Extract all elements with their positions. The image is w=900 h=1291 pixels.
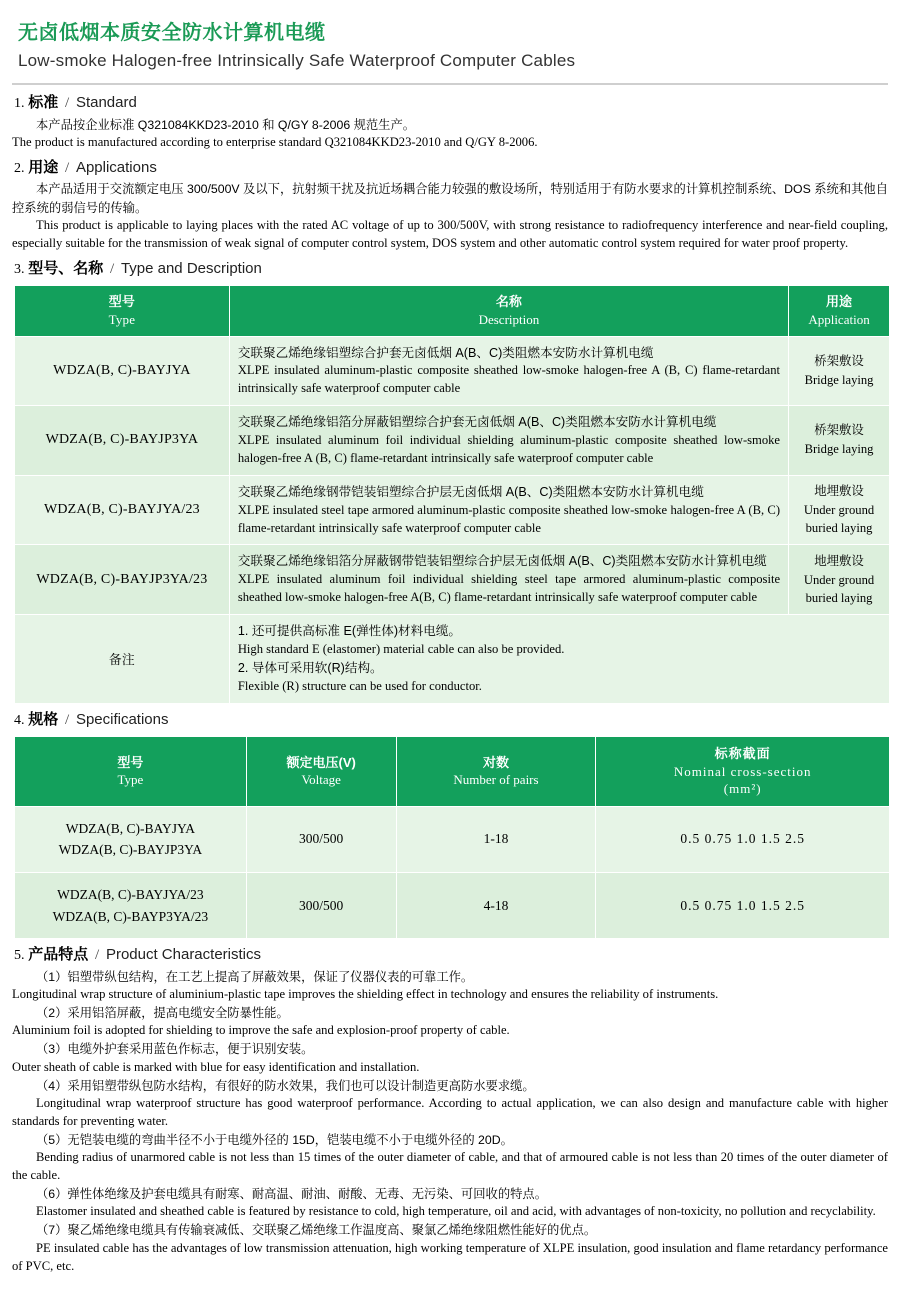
- column-header-section: [596, 737, 890, 807]
- cell-type-line2: WDZA(B, C)-BAYP3YA/23: [52, 908, 209, 924]
- table-header-row: [15, 737, 890, 807]
- standard-text-en: The product is manufactured according to enterprise standard Q321084KKD23-2010 and Q/GY 8-2006.: [12, 134, 538, 149]
- page-title-cn: 无卤低烟本质安全防水计算机电缆: [18, 22, 326, 44]
- column-header-pairs-cn: 对数: [482, 754, 509, 770]
- characteristic-item-cn: （2）采用铝箔屏蔽，提高电缆安全防暴性能。: [36, 1005, 289, 1020]
- table-row: [15, 336, 890, 406]
- characteristic-item-cn: （5）无铠装电缆的弯曲半径不小于电缆外径的 15D，铠装电缆不小于电缆外径的 20D。: [36, 1132, 513, 1147]
- cell-description-cn: 交联聚乙烯绝缘铝箔分屏蔽钢带铠装铝塑综合护层无卤低烟 A(B、C)类阻燃本安防水计算机电缆: [237, 554, 767, 569]
- column-header-voltage: [246, 737, 396, 807]
- section-number: 1.: [14, 96, 25, 111]
- section-separator: /: [110, 260, 115, 277]
- section-title-cn: 标准: [28, 94, 59, 111]
- section-title-cn: 规格: [28, 710, 59, 728]
- applications-text-en: This product is applicable to laying places with the rated AC voltage of up to 300/500V, with strong resistance to radiofrequency interference and near-field coupling, especially suitable for the transmission of weak signal of computer control system, DOS system and other automatic control system required for water proof property.: [12, 218, 888, 251]
- cell-application-en: Bridge laying: [804, 442, 874, 457]
- cell-application-cn: 地埋敷设: [814, 483, 864, 498]
- column-header-pairs: [396, 737, 596, 807]
- specifications-table: [14, 736, 890, 939]
- cell-description: [229, 336, 788, 406]
- remark-line1-en: High standard E (elastomer) material cable can also be provided.: [237, 641, 565, 656]
- cell-description-en: XLPE insulated aluminum foil individual shielding aluminum-plastic composite sheathed low-smoke halogen-free A (B, C) flame-retardant intrinsically safe waterproof computer cable: [237, 433, 781, 465]
- cell-pairs: 4-18: [396, 872, 596, 938]
- characteristic-item-cn: （3）电缆外护套采用蓝色作标志，便于识别安装。: [36, 1042, 314, 1057]
- section-heading-type: [14, 259, 888, 280]
- section-applications: [12, 158, 888, 253]
- table-row: [15, 475, 890, 545]
- cell-pairs: 1-18: [396, 806, 596, 872]
- cell-remark-content: [229, 615, 889, 704]
- column-header-description: [229, 286, 788, 336]
- cell-description-en: XLPE insulated aluminum-plastic composite sheathed low-smoke halogen-free A (B, C) flame-retardant intrinsically safe waterproof computer cable: [237, 363, 781, 396]
- section-separator: /: [65, 711, 70, 728]
- characteristic-item-cn: （4）采用铝塑带纵包防水结构，有很好的防水效果，我们也可以设计制造更高防水要求缆。: [36, 1078, 535, 1093]
- table-header-row: [15, 286, 890, 336]
- section-heading-characteristics: [14, 945, 888, 966]
- cell-type: WDZA(B, C)-BAYJYA: [15, 336, 230, 406]
- section-number: 5.: [14, 948, 25, 964]
- remark-line1-cn: 1. 还可提供高标准 E(弹性体)材料电缆。: [237, 624, 462, 639]
- cell-description-en: XLPE insulated steel tape armored aluminum-plastic composite sheathed low-smoke halogen-free A (B, C) flame-retardant intrinsically safe waterproof computer cable: [237, 502, 781, 535]
- section-characteristics: [12, 945, 888, 1275]
- cell-description-en: XLPE insulated aluminum foil individual shielding steel tape armored aluminum-plastic composite sheathed low-smoke halogen-free A(B, C) flame-retardant intrinsically safe waterproof computer cable: [237, 572, 781, 605]
- table-row: [15, 872, 890, 938]
- table-row: [15, 406, 890, 476]
- section-title-en: Specifications: [75, 710, 169, 728]
- cell-type-line2: WDZA(B, C)-BAYJP3YA: [58, 842, 203, 858]
- column-header-section-en: Nominal cross-section: [673, 763, 812, 779]
- section-title-en: Applications: [75, 158, 157, 176]
- characteristic-item-en: Longitudinal wrap waterproof structure has good waterproof performance. According to actual application, we can also design and manufacture cable with higher standards for preventing water.: [12, 1096, 888, 1128]
- characteristic-item-cn: （7）聚乙烯绝缘电缆具有传输衰减低、交联聚乙烯绝缘工作温度高、聚氯乙烯绝缘阻燃性能好的优点。: [36, 1223, 597, 1238]
- cell-description: [229, 475, 788, 545]
- table-row: [15, 806, 890, 872]
- section-standard: [12, 93, 888, 152]
- table-row-remark: [15, 615, 890, 704]
- characteristic-item-cn: （1）铝塑带纵包结构，在工艺上提高了屏蔽效果，保证了仪器仪表的可靠工作。: [36, 969, 474, 984]
- characteristic-item-en: Elastomer insulated and sheathed cable is featured by resistance to cold, high temperature, oil and acid, with advantages of non-toxicity, no pollution and recyclability.: [36, 1204, 876, 1219]
- header-divider: [12, 83, 888, 85]
- cell-application: [789, 336, 890, 406]
- remark-line2-cn: 2. 导体可采用软(R)结构。: [237, 660, 383, 675]
- cell-voltage: 300/500: [246, 872, 396, 938]
- document-header: [12, 10, 888, 81]
- column-header-application-cn: 用途: [826, 294, 853, 310]
- column-header-type: [15, 286, 230, 336]
- column-header-pairs-en: Number of pairs: [453, 772, 539, 788]
- cell-type-line1: WDZA(B, C)-BAYJYA/23: [57, 886, 204, 902]
- cell-application: [789, 475, 890, 545]
- cell-application-cn: 地埋敷设: [814, 553, 864, 568]
- characteristic-item-en: Outer sheath of cable is marked with blue for easy identification and installation.: [12, 1059, 420, 1074]
- section-separator: /: [65, 159, 70, 176]
- section-title-en: Product Characteristics: [105, 946, 261, 964]
- characteristic-item-en: PE insulated cable has the advantages of low transmission attenuation, high working temperature of XLPE insulation, good insulation and flame retardancy performance of PVC, etc.: [12, 1240, 888, 1273]
- column-header-section-unit: (mm²): [723, 781, 762, 797]
- remark-line2-en: Flexible (R) structure can be used for conductor.: [237, 678, 482, 693]
- cell-description-cn: 交联聚乙烯绝缘钢带铠装铝塑综合护层无卤低烟 A(B、C)类阻燃本安防水计算机电缆: [237, 484, 704, 499]
- section-title-cn: 型号、名称: [28, 259, 104, 277]
- cell-application-en: Under ground buried laying: [803, 572, 875, 605]
- cell-description: [229, 406, 788, 476]
- column-header-type-en: Type: [108, 311, 136, 327]
- section-title-cn: 产品特点: [28, 946, 89, 964]
- standard-text-cn: 本产品按企业标准 Q321084KKD23-2010 和 Q/GY 8-2006 规范生产。: [36, 117, 416, 132]
- section-number: 2.: [14, 160, 25, 176]
- column-header-type-cn: 型号: [108, 294, 136, 310]
- cell-application-cn: 桥架敷设: [814, 353, 864, 368]
- cell-application: [789, 545, 890, 615]
- cell-description-cn: 交联聚乙烯绝缘铝箔分屏蔽铝塑综合护套无卤低烟 A(B、C)类阻燃本安防水计算机电缆: [237, 415, 717, 430]
- characteristic-item-en: Longitudinal wrap structure of aluminium-plastic tape improves the shielding effect in technology and ensures the reliability of instruments.: [12, 987, 719, 1002]
- section-specifications: [12, 710, 888, 940]
- section-number: 3.: [14, 261, 25, 277]
- column-header-voltage-cn: 额定电压(V): [286, 754, 356, 770]
- characteristic-item-en: Aluminium foil is adopted for shielding to improve the safe and explosion-proof property of cable.: [12, 1023, 510, 1038]
- cell-type: WDZA(B, C)-BAYJYA/23: [15, 475, 230, 545]
- cell-type: WDZA(B, C)-BAYJP3YA: [15, 406, 230, 476]
- section-number: 4.: [14, 712, 25, 728]
- column-header-description-en: Description: [478, 311, 540, 327]
- characteristic-item-en: Bending radius of unarmored cable is not less than 15 times of the outer diameter of cable, and that of armoured cable is not less than 20 times of the outer diameter of the cable.: [12, 1150, 888, 1183]
- cell-description: [229, 545, 788, 615]
- cell-section: 0.5 0.75 1.0 1.5 2.5: [596, 806, 890, 872]
- section-heading-applications: [14, 158, 888, 179]
- table-row: [15, 545, 890, 615]
- cell-type: WDZA(B, C)-BAYJP3YA/23: [15, 545, 230, 615]
- cell-description-cn: 交联聚乙烯绝缘铝塑综合护套无卤低烟 A(B、C)类阻燃本安防水计算机电缆: [237, 345, 654, 360]
- characteristic-item-cn: （6）弹性体绝缘及护套电缆具有耐寒、耐高温、耐油、耐酸、无毒、无污染、可回收的特点。: [36, 1186, 548, 1201]
- cell-voltage: 300/500: [246, 806, 396, 872]
- section-title-en: Type and Description: [120, 259, 262, 277]
- section-title-cn: 用途: [28, 158, 59, 176]
- column-header-application-en: Application: [808, 311, 870, 327]
- column-header-application: [789, 286, 890, 336]
- characteristics-list: [12, 968, 888, 1276]
- column-header-type-en: Type: [117, 772, 144, 788]
- section-heading-specifications: [14, 710, 888, 731]
- cell-application-cn: 桥架敷设: [814, 423, 864, 438]
- column-header-type-cn: 型号: [117, 754, 144, 770]
- cell-type: [15, 806, 247, 872]
- cell-application: [789, 406, 890, 476]
- applications-text-cn: 本产品适用于交流额定电压 300/500V 及以下，抗射频干扰及抗近场耦合能力较强的敷设场所，特别适用于有防水要求的计算机控制系统、DOS 系统和其他自控系统的弱信号的传输。: [12, 182, 888, 215]
- section-heading-standard: [14, 93, 888, 114]
- section-separator: /: [95, 947, 100, 964]
- section-type-description: [12, 259, 888, 704]
- type-description-table: [14, 285, 890, 703]
- column-header-type: [15, 737, 247, 807]
- column-header-voltage-en: Voltage: [301, 772, 341, 788]
- cell-type: [15, 872, 247, 938]
- section-title-en: Standard: [75, 94, 137, 111]
- column-header-description-cn: 名称: [495, 294, 522, 310]
- section-separator: /: [65, 95, 70, 111]
- cell-type-line1: WDZA(B, C)-BAYJYA: [65, 820, 196, 836]
- cell-section: 0.5 0.75 1.0 1.5 2.5: [596, 872, 890, 938]
- column-header-section-cn: 标称截面: [714, 746, 771, 762]
- cell-application-en: Under ground buried laying: [803, 502, 875, 536]
- page-title-en: Low-smoke Halogen-free Intrinsically Safe Waterproof Computer Cables: [18, 51, 576, 70]
- cell-application-en: Bridge laying: [804, 372, 874, 387]
- cell-remark-label: 备注: [15, 615, 230, 704]
